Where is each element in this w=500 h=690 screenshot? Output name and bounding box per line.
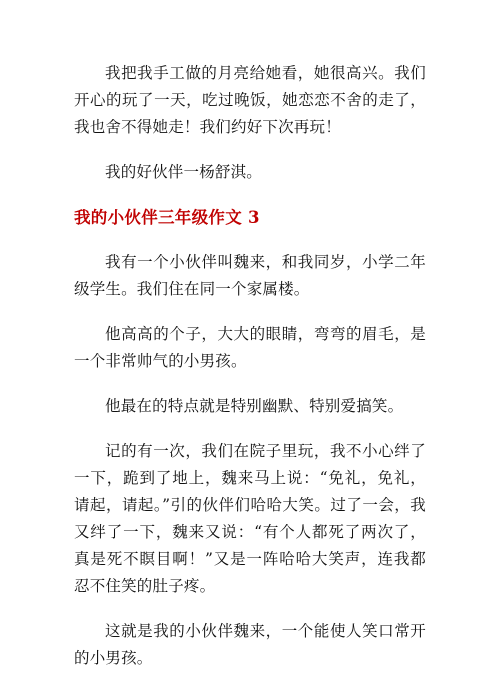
document-page: [74, 60, 426, 690]
paragraph-appearance: 他高高的个子，大大的眼睛，弯弯的眉毛，是一个非常帅气的小男孩。: [74, 325, 426, 370]
paragraph-story: 记的有一次，我们在院子里玩，我不小心绊了一下，跪到了地上，魏来马上说：“免礼，免礼，请起，请起。”引的伙伴们哈哈大笑。过了一会，我又绊了一下，魏来又说：“有个人都死了两次了，真是死不瞑目啊！”又是一阵哈哈大笑声，连我都忍不住笑的肚子疼。: [74, 442, 426, 595]
paragraph-intro-weilai: 我有一个小伙伴叫魏来，和我同岁，小学二年级学生。我们住在同一个家属楼。: [74, 253, 426, 298]
essay-heading: 我的小伙伴三年级作文 3: [74, 208, 260, 227]
paragraph-trait: 他最在的特点就是特别幽默、特别爱搞笑。: [105, 397, 404, 415]
paragraph-conclusion: 这就是我的小伙伴魏来，一个能使人笑口常开的小男孩。: [74, 622, 426, 667]
paragraph-good-friend: 我的好伙伴一杨舒淇。: [105, 163, 263, 181]
paragraph-moon-gift: 我把我手工做的月亮给她看，她很高兴。我们开心的玩了一天，吃过晚饭，她恋恋不舍的走了，我也舍不得她走！我们约好下次再玩！: [74, 64, 426, 136]
